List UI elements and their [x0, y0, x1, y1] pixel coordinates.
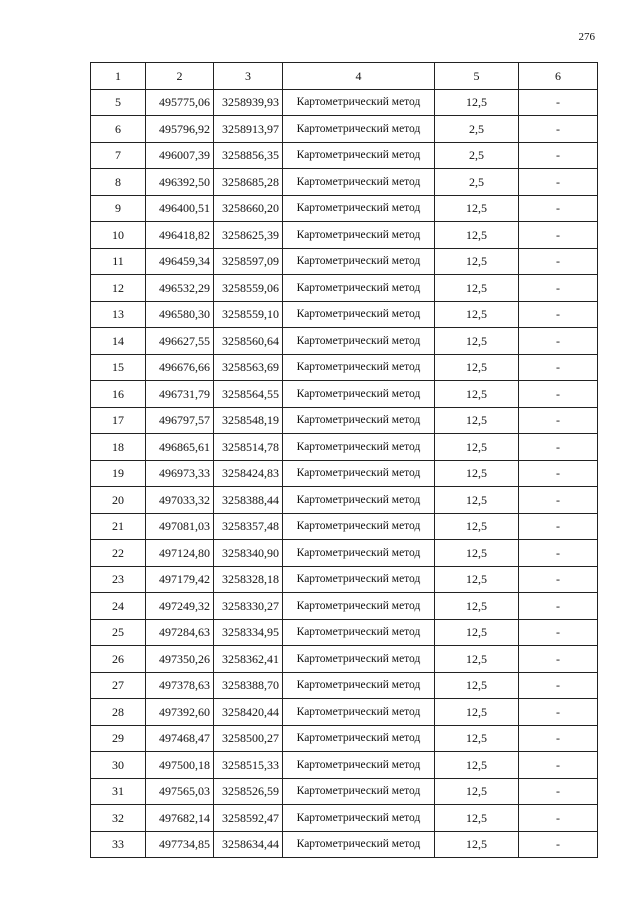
note-cell: - [519, 434, 598, 461]
accuracy-cell: 12,5 [435, 540, 519, 567]
y-coordinate-cell: 3258939,93 [214, 89, 283, 116]
accuracy-cell: 2,5 [435, 142, 519, 169]
method-cell: Картометрический метод [283, 169, 435, 196]
y-coordinate-cell: 3258660,20 [214, 195, 283, 222]
table-row [91, 487, 598, 514]
x-coordinate-cell: 496392,50 [146, 169, 214, 196]
note-cell: - [519, 381, 598, 408]
point-number-cell: 17 [91, 407, 146, 434]
table-row [91, 248, 598, 275]
y-coordinate-cell: 3258559,10 [214, 301, 283, 328]
point-number-cell: 30 [91, 752, 146, 779]
method-cell: Картометрический метод [283, 407, 435, 434]
x-coordinate-cell: 496627,55 [146, 328, 214, 355]
y-coordinate-cell: 3258625,39 [214, 222, 283, 249]
note-cell: - [519, 407, 598, 434]
x-coordinate-cell: 496797,57 [146, 407, 214, 434]
method-cell: Картометрический метод [283, 381, 435, 408]
note-cell: - [519, 301, 598, 328]
y-coordinate-cell: 3258515,33 [214, 752, 283, 779]
method-cell: Картометрический метод [283, 89, 435, 116]
y-coordinate-cell: 3258548,19 [214, 407, 283, 434]
note-cell: - [519, 619, 598, 646]
method-cell: Картометрический метод [283, 301, 435, 328]
note-cell: - [519, 752, 598, 779]
table-row [91, 593, 598, 620]
point-number-cell: 16 [91, 381, 146, 408]
method-cell: Картометрический метод [283, 354, 435, 381]
point-number-cell: 28 [91, 699, 146, 726]
x-coordinate-cell: 497179,42 [146, 566, 214, 593]
accuracy-cell: 12,5 [435, 195, 519, 222]
method-cell: Картометрический метод [283, 222, 435, 249]
accuracy-cell: 12,5 [435, 831, 519, 858]
point-number-cell: 11 [91, 248, 146, 275]
note-cell: - [519, 275, 598, 302]
coordinates-table [90, 62, 598, 858]
x-coordinate-cell: 496459,34 [146, 248, 214, 275]
method-cell: Картометрический метод [283, 248, 435, 275]
x-coordinate-cell: 496007,39 [146, 142, 214, 169]
note-cell: - [519, 195, 598, 222]
note-cell: - [519, 116, 598, 143]
x-coordinate-cell: 496865,61 [146, 434, 214, 461]
method-cell: Картометрический метод [283, 460, 435, 487]
x-coordinate-cell: 497682,14 [146, 805, 214, 832]
point-number-cell: 18 [91, 434, 146, 461]
point-number-cell: 21 [91, 513, 146, 540]
x-coordinate-cell: 496973,33 [146, 460, 214, 487]
y-coordinate-cell: 3258388,70 [214, 672, 283, 699]
header-cell: 6 [519, 63, 598, 90]
header-cell: 1 [91, 63, 146, 90]
x-coordinate-cell: 497350,26 [146, 646, 214, 673]
method-cell: Картометрический метод [283, 540, 435, 567]
y-coordinate-cell: 3258362,41 [214, 646, 283, 673]
y-coordinate-cell: 3258514,78 [214, 434, 283, 461]
x-coordinate-cell: 497500,18 [146, 752, 214, 779]
point-number-cell: 33 [91, 831, 146, 858]
x-coordinate-cell: 497124,80 [146, 540, 214, 567]
method-cell: Картометрический метод [283, 142, 435, 169]
point-number-cell: 27 [91, 672, 146, 699]
x-coordinate-cell: 496532,29 [146, 275, 214, 302]
accuracy-cell: 12,5 [435, 752, 519, 779]
y-coordinate-cell: 3258913,97 [214, 116, 283, 143]
accuracy-cell: 12,5 [435, 619, 519, 646]
method-cell: Картометрический метод [283, 752, 435, 779]
table-row [91, 328, 598, 355]
x-coordinate-cell: 497284,63 [146, 619, 214, 646]
x-coordinate-cell: 496731,79 [146, 381, 214, 408]
accuracy-cell: 12,5 [435, 407, 519, 434]
point-number-cell: 12 [91, 275, 146, 302]
table-row [91, 725, 598, 752]
method-cell: Картометрический метод [283, 328, 435, 355]
note-cell: - [519, 513, 598, 540]
note-cell: - [519, 354, 598, 381]
point-number-cell: 31 [91, 778, 146, 805]
y-coordinate-cell: 3258420,44 [214, 699, 283, 726]
point-number-cell: 15 [91, 354, 146, 381]
table-row [91, 116, 598, 143]
method-cell: Картометрический метод [283, 831, 435, 858]
note-cell: - [519, 805, 598, 832]
header-cell: 3 [214, 63, 283, 90]
table-row [91, 619, 598, 646]
method-cell: Картометрический метод [283, 566, 435, 593]
table-row [91, 275, 598, 302]
x-coordinate-cell: 495775,06 [146, 89, 214, 116]
x-coordinate-cell: 497468,47 [146, 725, 214, 752]
y-coordinate-cell: 3258559,06 [214, 275, 283, 302]
point-number-cell: 5 [91, 89, 146, 116]
note-cell: - [519, 699, 598, 726]
table-row [91, 540, 598, 567]
x-coordinate-cell: 497249,32 [146, 593, 214, 620]
point-number-cell: 32 [91, 805, 146, 832]
y-coordinate-cell: 3258500,27 [214, 725, 283, 752]
point-number-cell: 14 [91, 328, 146, 355]
point-number-cell: 7 [91, 142, 146, 169]
accuracy-cell: 12,5 [435, 672, 519, 699]
method-cell: Картометрический метод [283, 725, 435, 752]
y-coordinate-cell: 3258330,27 [214, 593, 283, 620]
method-cell: Картометрический метод [283, 513, 435, 540]
point-number-cell: 19 [91, 460, 146, 487]
y-coordinate-cell: 3258592,47 [214, 805, 283, 832]
table-row [91, 805, 598, 832]
accuracy-cell: 12,5 [435, 487, 519, 514]
accuracy-cell: 12,5 [435, 354, 519, 381]
table-row [91, 222, 598, 249]
table-row [91, 89, 598, 116]
x-coordinate-cell: 495796,92 [146, 116, 214, 143]
table-body [91, 63, 598, 858]
x-coordinate-cell: 496676,66 [146, 354, 214, 381]
y-coordinate-cell: 3258334,95 [214, 619, 283, 646]
table-row [91, 752, 598, 779]
point-number-cell: 10 [91, 222, 146, 249]
accuracy-cell: 12,5 [435, 725, 519, 752]
method-cell: Картометрический метод [283, 778, 435, 805]
table-row [91, 301, 598, 328]
table-row [91, 434, 598, 461]
note-cell: - [519, 566, 598, 593]
accuracy-cell: 12,5 [435, 301, 519, 328]
accuracy-cell: 2,5 [435, 116, 519, 143]
point-number-cell: 8 [91, 169, 146, 196]
accuracy-cell: 12,5 [435, 513, 519, 540]
x-coordinate-cell: 496418,82 [146, 222, 214, 249]
note-cell: - [519, 540, 598, 567]
table-row [91, 831, 598, 858]
note-cell: - [519, 593, 598, 620]
point-number-cell: 29 [91, 725, 146, 752]
accuracy-cell: 12,5 [435, 89, 519, 116]
y-coordinate-cell: 3258564,55 [214, 381, 283, 408]
x-coordinate-cell: 497033,32 [146, 487, 214, 514]
method-cell: Картометрический метод [283, 593, 435, 620]
header-cell: 4 [283, 63, 435, 90]
accuracy-cell: 12,5 [435, 381, 519, 408]
table-row [91, 142, 598, 169]
x-coordinate-cell: 496580,30 [146, 301, 214, 328]
note-cell: - [519, 222, 598, 249]
x-coordinate-cell: 497378,63 [146, 672, 214, 699]
table-header-row [91, 63, 598, 90]
accuracy-cell: 2,5 [435, 169, 519, 196]
method-cell: Картометрический метод [283, 434, 435, 461]
header-cell: 5 [435, 63, 519, 90]
y-coordinate-cell: 3258634,44 [214, 831, 283, 858]
accuracy-cell: 12,5 [435, 566, 519, 593]
accuracy-cell: 12,5 [435, 646, 519, 673]
y-coordinate-cell: 3258685,28 [214, 169, 283, 196]
y-coordinate-cell: 3258357,48 [214, 513, 283, 540]
table-row [91, 460, 598, 487]
point-number-cell: 9 [91, 195, 146, 222]
method-cell: Картометрический метод [283, 487, 435, 514]
x-coordinate-cell: 497565,03 [146, 778, 214, 805]
table-row [91, 646, 598, 673]
y-coordinate-cell: 3258563,69 [214, 354, 283, 381]
y-coordinate-cell: 3258388,44 [214, 487, 283, 514]
method-cell: Картометрический метод [283, 275, 435, 302]
x-coordinate-cell: 497081,03 [146, 513, 214, 540]
table-row [91, 354, 598, 381]
table-row [91, 699, 598, 726]
method-cell: Картометрический метод [283, 646, 435, 673]
accuracy-cell: 12,5 [435, 699, 519, 726]
accuracy-cell: 12,5 [435, 778, 519, 805]
y-coordinate-cell: 3258856,35 [214, 142, 283, 169]
y-coordinate-cell: 3258597,09 [214, 248, 283, 275]
note-cell: - [519, 142, 598, 169]
note-cell: - [519, 89, 598, 116]
y-coordinate-cell: 3258424,83 [214, 460, 283, 487]
note-cell: - [519, 328, 598, 355]
note-cell: - [519, 487, 598, 514]
point-number-cell: 26 [91, 646, 146, 673]
accuracy-cell: 12,5 [435, 805, 519, 832]
table-row [91, 195, 598, 222]
table-row [91, 566, 598, 593]
x-coordinate-cell: 497734,85 [146, 831, 214, 858]
method-cell: Картометрический метод [283, 116, 435, 143]
table-row [91, 407, 598, 434]
note-cell: - [519, 169, 598, 196]
x-coordinate-cell: 496400,51 [146, 195, 214, 222]
method-cell: Картометрический метод [283, 195, 435, 222]
y-coordinate-cell: 3258560,64 [214, 328, 283, 355]
table-row [91, 381, 598, 408]
note-cell: - [519, 646, 598, 673]
accuracy-cell: 12,5 [435, 248, 519, 275]
method-cell: Картометрический метод [283, 672, 435, 699]
note-cell: - [519, 831, 598, 858]
point-number-cell: 24 [91, 593, 146, 620]
page-number: 276 [578, 31, 595, 43]
table-row [91, 513, 598, 540]
point-number-cell: 25 [91, 619, 146, 646]
table-row [91, 169, 598, 196]
table-row [91, 672, 598, 699]
header-cell: 2 [146, 63, 214, 90]
y-coordinate-cell: 3258328,18 [214, 566, 283, 593]
accuracy-cell: 12,5 [435, 460, 519, 487]
y-coordinate-cell: 3258526,59 [214, 778, 283, 805]
note-cell: - [519, 725, 598, 752]
note-cell: - [519, 672, 598, 699]
note-cell: - [519, 460, 598, 487]
point-number-cell: 6 [91, 116, 146, 143]
accuracy-cell: 12,5 [435, 593, 519, 620]
accuracy-cell: 12,5 [435, 275, 519, 302]
method-cell: Картометрический метод [283, 805, 435, 832]
point-number-cell: 23 [91, 566, 146, 593]
x-coordinate-cell: 497392,60 [146, 699, 214, 726]
point-number-cell: 22 [91, 540, 146, 567]
table-row [91, 778, 598, 805]
method-cell: Картометрический метод [283, 619, 435, 646]
accuracy-cell: 12,5 [435, 222, 519, 249]
accuracy-cell: 12,5 [435, 328, 519, 355]
point-number-cell: 20 [91, 487, 146, 514]
note-cell: - [519, 248, 598, 275]
method-cell: Картометрический метод [283, 699, 435, 726]
note-cell: - [519, 778, 598, 805]
y-coordinate-cell: 3258340,90 [214, 540, 283, 567]
point-number-cell: 13 [91, 301, 146, 328]
accuracy-cell: 12,5 [435, 434, 519, 461]
